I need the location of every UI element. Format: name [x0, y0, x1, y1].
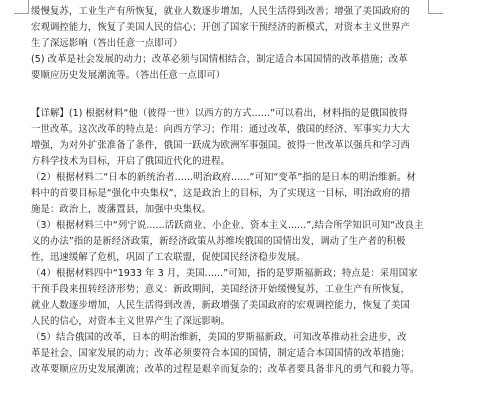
text-line: 改革要顺应历史发展潮流；改革的过程是艰辛而复杂的；改革者要具备非凡的勇气和毅力等。: [31, 364, 420, 375]
text-line: 料中的首要目标是“强化中央集权”，这是政治上的目标，为了实现这一目标，明治政府的措: [31, 188, 411, 199]
text-line: （2）根据材料二“日本的新统治者......明治政府......”可知“变革”指的是日本的明治维新。材: [31, 172, 417, 183]
text-line: （4）根据材料四中“1933 年 3 月，美国......”可知，指的是罗斯福新政；特点是：采用国家: [31, 268, 418, 279]
text-line: 生了深远影响（答出任意一点即可）: [31, 38, 183, 49]
text-line: 缓慢复苏，工业生产有所恢复，就业人数逐步增加，人民生活得到改善；增强了美国政府的: [31, 6, 411, 17]
text-line: 革是社会、国家发展的动力；改革必须要符合本国的国情，制定适合本国国情的改革措施；: [31, 348, 411, 359]
document-body: [31, 4, 451, 378]
section-gap: [31, 84, 451, 106]
text-line: （5）结合俄国的改革，日本的明治维新，美国的罗斯福新政，可知改革推动社会进步，改: [31, 332, 407, 343]
text-line: 增强，为对外扩张准备了条件，俄国一跃成为欧洲军事强国。彼得一世改革以强兵和学习西: [31, 140, 411, 151]
text-line: 人民的信心，对资本主义世界产生了深远影响。: [31, 316, 230, 327]
text-line: 【详解】(1) 根据材料“他（彼得一世）以西方的方式......”可以看出，材料指的是俄国彼得: [31, 108, 408, 119]
text-line: 就业人数逐步增加，人民生活得到改善，新政增强了美国政府的宏观调控能力，恢复了美国: [31, 300, 411, 311]
text-line: 干预手段来扭转经济形势；意义：新政期间，美国经济开始缓慢复苏，工业生产有所恢复，: [31, 284, 411, 295]
text-line: 方科学技术为目标，开启了俄国近代化的进程。: [31, 156, 230, 167]
answer-section: [31, 4, 451, 84]
crop-mark-top-left-vertical: [28, 0, 29, 14]
text-line: 要顺应历史发展潮流等。（答出任意一点即可）: [31, 70, 226, 81]
detail-section: [31, 106, 451, 378]
text-line: 宏观调控能力，恢复了美国人民的信心；开创了国家干预经济的新模式，对资本主义世界产: [31, 22, 411, 33]
text-line: 性，迅速缓解了危机，巩固了工农联盟，促使国民经济稳步发展。: [31, 252, 306, 263]
text-line: 义的办法”指的是新经济政策，新经济政策从苏维埃俄国的国情出发，调动了生产者的积极: [31, 236, 406, 247]
text-line: 一世改革。这次改革的特点是：向西方学习；作用：通过改革，俄国的经济、军事实力大大: [31, 124, 411, 135]
text-line: （3）根据材料三中“列宁说......活跃商业、小企业、资本主义......”,结合所学知识可知“改良主: [31, 220, 424, 231]
crop-mark-top-left-horizontal: [14, 13, 29, 14]
text-line: (5) 改革是社会发展的动力；改革必须与国情相结合，制定适合本国国情的改革措施；改革: [31, 54, 408, 65]
text-line: 施是：政治上，废藩置县，加强中央集权。: [31, 204, 212, 215]
